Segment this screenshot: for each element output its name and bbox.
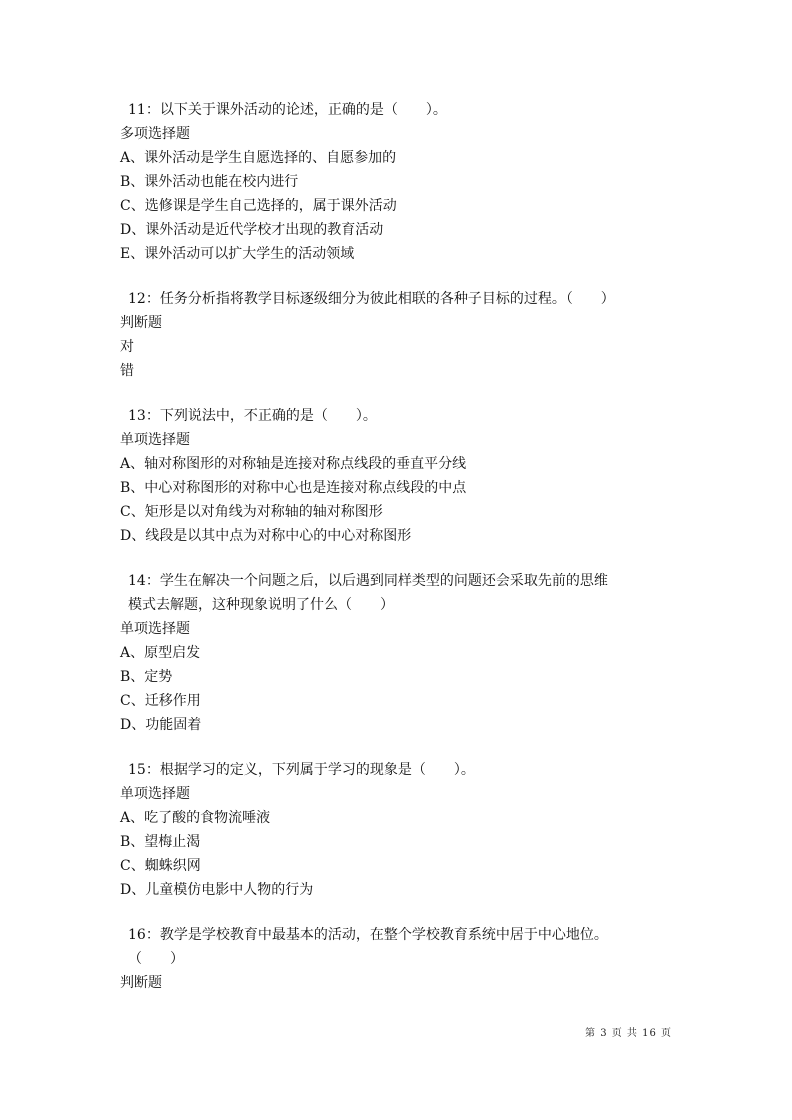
question-stem	[120, 569, 680, 617]
answer-option: 对	[120, 339, 134, 355]
answer-option: D、功能固着	[120, 717, 202, 733]
answer-option: C、迁移作用	[120, 693, 201, 709]
question-block	[120, 758, 680, 902]
answer-option: B、中心对称图形的对称中心也是连接对称点线段的中点	[120, 480, 467, 496]
question-type-label: 多项选择题	[120, 126, 190, 142]
question-list	[120, 98, 680, 1016]
question-type-label: 单项选择题	[120, 432, 190, 448]
question-stem	[120, 923, 680, 971]
answer-option: B、定势	[120, 669, 173, 685]
answer-option: D、儿童模仿电影中人物的行为	[120, 882, 314, 898]
answer-option: C、蜘蛛织网	[120, 858, 201, 874]
question-type-label: 单项选择题	[120, 621, 190, 637]
question-block	[120, 923, 680, 995]
question-block	[120, 404, 680, 548]
answer-option: 错	[120, 363, 134, 379]
question-stem-line: 12：任务分析指将教学目标逐级细分为彼此相联的各种子目标的过程。（ ）	[128, 291, 615, 307]
answer-option: A、原型启发	[120, 645, 201, 661]
answer-option: A、吃了酸的食物流唾液	[120, 810, 271, 826]
question-type-label: 单项选择题	[120, 786, 190, 802]
page-footer: 第 3 页 共 16 页	[585, 1028, 672, 1039]
question-stem	[120, 287, 680, 311]
question-stem-line: 14：学生在解决一个问题之后，以后遇到同样类型的问题还会采取先前的思维	[128, 573, 608, 589]
answer-option: A、轴对称图形的对称轴是连接对称点线段的垂直平分线	[120, 456, 467, 472]
answer-option: D、课外活动是近代学校才出现的教育活动	[120, 222, 384, 238]
question-stem-line: 15：根据学习的定义，下列属于学习的现象是（ ）。	[128, 762, 475, 778]
question-stem-line: 模式去解题，这种现象说明了什么（ ）	[128, 597, 394, 613]
question-stem-line: 13：下列说法中，不正确的是（ ）。	[128, 408, 377, 424]
answer-option: B、课外活动也能在校内进行	[120, 174, 299, 190]
question-stem-line: 16：教学是学校教育中最基本的活动，在整个学校教育系统中居于中心地位。	[128, 927, 608, 943]
question-stem	[120, 404, 680, 428]
question-block	[120, 287, 680, 383]
question-stem	[120, 758, 680, 782]
question-stem	[120, 98, 680, 122]
question-block	[120, 98, 680, 266]
answer-option: D、线段是以其中点为对称中心的中心对称图形	[120, 528, 412, 544]
answer-option: B、望梅止渴	[120, 834, 201, 850]
question-type-label: 判断题	[120, 975, 162, 991]
question-type-label: 判断题	[120, 315, 162, 331]
question-stem-line: 11：以下关于课外活动的论述，正确的是（ ）。	[128, 102, 447, 118]
answer-option: E、课外活动可以扩大学生的活动领域	[120, 246, 355, 262]
question-stem-line: （ ）	[128, 951, 184, 967]
question-block	[120, 569, 680, 737]
answer-option: A、课外活动是学生自愿选择的、自愿参加的	[120, 150, 397, 166]
answer-option: C、矩形是以对角线为对称轴的轴对称图形	[120, 504, 383, 520]
answer-option: C、选修课是学生自己选择的，属于课外活动	[120, 198, 397, 214]
